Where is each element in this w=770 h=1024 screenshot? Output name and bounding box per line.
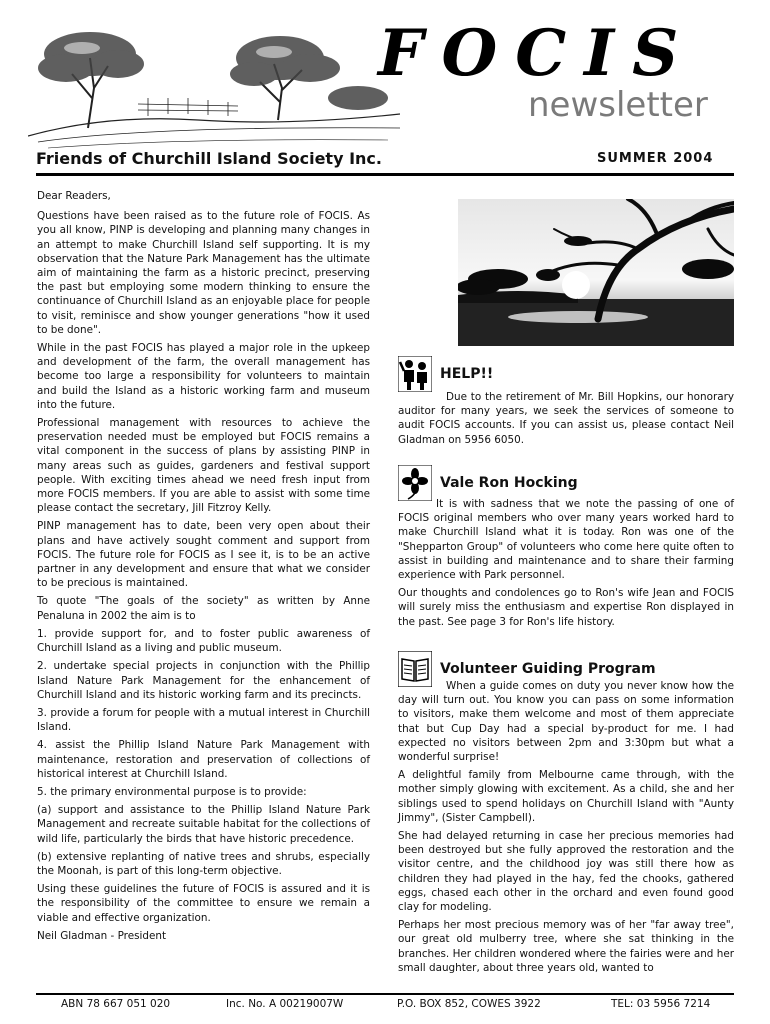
goal-item: 4. assist the Phillip Island Nature Park Management with maintenance, restoration and preservation of collections of historical interest at Churchill Island.	[37, 739, 370, 780]
volunteer-section	[398, 651, 734, 979]
letter-signature: Neil Gladman - President	[37, 929, 167, 942]
letter-paragraph: To quote "The goals of the society" as written by Anne Penaluna in 2002 the aim is to	[37, 595, 370, 622]
letter-paragraph: Questions have been raised as to the future role of FOCIS. As you all know, PINP is developing and planning many changes in an attempt to make Churchill Island self supporting. It is my observation that the Nature Park Management has the ultimate aim of maintaining the farm as a historic precinct, preserving the past but employing some modern thinking to ensure the continuance of Churchill Island as an enjoyable place for people to visit, reminisce and show younger generations "how it used to be done".	[37, 210, 370, 336]
goal-item: 2. undertake special projects in conjunction with the Phillip Island Nature Park Management for the enhancement of Churchill Island and its historic working farm and its precincts.	[37, 660, 370, 701]
coastal-tree-sunset-photo	[458, 199, 734, 346]
header-rule	[36, 173, 734, 176]
section-paragraph: Perhaps her most precious memory was of her "far away tree", our great old mulberry tree, where she sat thinking in the branches. Her children wondered where the fairies were and her small daughter, about three years old, wanted to	[398, 919, 734, 974]
letter-greeting: Dear Readers,	[37, 190, 111, 202]
newsletter-subtitle: newsletter	[528, 85, 708, 125]
letter-paragraph: While in the past FOCIS has played a major role in the upkeep and development of the farm, the overall management has become too large a responsibility for volunteers to maintain and build the Island as a historic working farm and museum into the future.	[37, 342, 370, 411]
president-letter	[37, 189, 370, 947]
footer-telephone: TEL: 03 5956 7214	[611, 998, 711, 1010]
section-paragraph: When a guide comes on duty you never know how the day will turn out. You know you can pass on some information to visitors, make them welcome and most of them appreciate that but Cup Day had a special by-product for me. I had expected no visitors between 2pm and 3:30pm but what a wonderful surprise!	[398, 680, 734, 764]
goal-item: 3. provide a forum for people with a mutual interest in Churchill Island.	[37, 706, 370, 734]
goal-subitem: (a) support and assistance to the Phillip Island Nature Park Management and recreate suitable habitat for the collections of wild life, particularly the birds that have historic precedence.	[37, 804, 370, 845]
footer-po-box: P.O. BOX 852, COWES 3922	[397, 998, 541, 1010]
letter-paragraph: Using these guidelines the future of FOCIS is assured and it is the responsibility of the committee to ensure we remain a viable and effective organization.	[37, 883, 370, 924]
society-name: Friends of Churchill Island Society Inc.	[36, 149, 382, 168]
section-title: Vale Ron Hocking	[440, 475, 578, 491]
goal-subitem: (b) extensive replanting of native trees and shrubs, especially the Moonah, is part of this long-term objective.	[37, 850, 370, 877]
section-paragraph: Our thoughts and condolences go to Ron's wife Jean and FOCIS will surely miss the enthusiasm and expertise Ron displayed in the past. See page 3 for Ron's life history.	[398, 587, 734, 628]
open-book-icon	[398, 651, 432, 687]
letter-paragraph: Professional management with resources to achieve the preservation needed must be employed but FOCIS remains a vital component in the success of plans by assisting PINP in many areas such as guides, gardeners and festival support people. With exciting times ahead we need fresh input from more FOCIS members. If you are able to assist with some time please contact the secretary, Jill Fitzroy Kelly.	[37, 417, 370, 515]
footer	[36, 998, 734, 1014]
flower-icon	[398, 465, 432, 501]
footer-abn: ABN 78 667 051 020	[61, 998, 171, 1010]
newsletter-title: FOCIS	[378, 16, 697, 91]
issue-season: SUMMER 2004	[597, 151, 714, 166]
goal-item: 1. provide support for, and to foster public awareness of Churchill Island as a living and public museum.	[37, 627, 370, 655]
section-title: HELP!!	[440, 366, 494, 382]
section-paragraph: It is with sadness that we note the passing of one of FOCIS original members who over many years worked hard to make Churchill Island what it is today. Ron was one of the "Shepparton Group" of volunteers who come here quite often to assist in building and maintenance and to share their farming experience with Park personnel.	[398, 498, 734, 582]
letter-paragraph: PINP management has to date, been very open about their plans and have actively sought comment and support from FOCIS. The future role for FOCIS as I see it, is to be an active partner in any development and ensure that what we consider to be precious is maintained.	[37, 520, 370, 590]
footer-inc-number: Inc. No. A 00219007W	[226, 998, 344, 1010]
section-paragraph: A delightful family from Melbourne came through, with the mother simply glowing with excitement. As a child, she and her siblings used to spend holidays on Churchill Island with "Aunty Jimmy", (Sister Campbell).	[398, 769, 734, 824]
vale-section	[398, 465, 734, 633]
people-help-icon	[398, 356, 432, 392]
help-section	[398, 356, 734, 451]
footer-rule	[36, 993, 734, 995]
section-paragraph: Due to the retirement of Mr. Bill Hopkins, our honorary auditor for many years, we seek the services of someone to audit FOCIS accounts. If you can assist us, please contact Neil Gladman on 5956 6050.	[398, 391, 734, 446]
section-paragraph: She had delayed returning in case her precious memories had been destroyed but she fully approved the restoration and the visitor centre, and the childhood joy was still there how as children they had played in the hay, fed the chooks, gathered eggs, chased each other in the orchard and even found good clay for modeling.	[398, 830, 734, 914]
trees-landscape-illustration	[28, 18, 400, 153]
goal-item: 5. the primary environmental purpose is to provide:	[37, 785, 307, 798]
section-title: Volunteer Guiding Program	[440, 661, 656, 677]
